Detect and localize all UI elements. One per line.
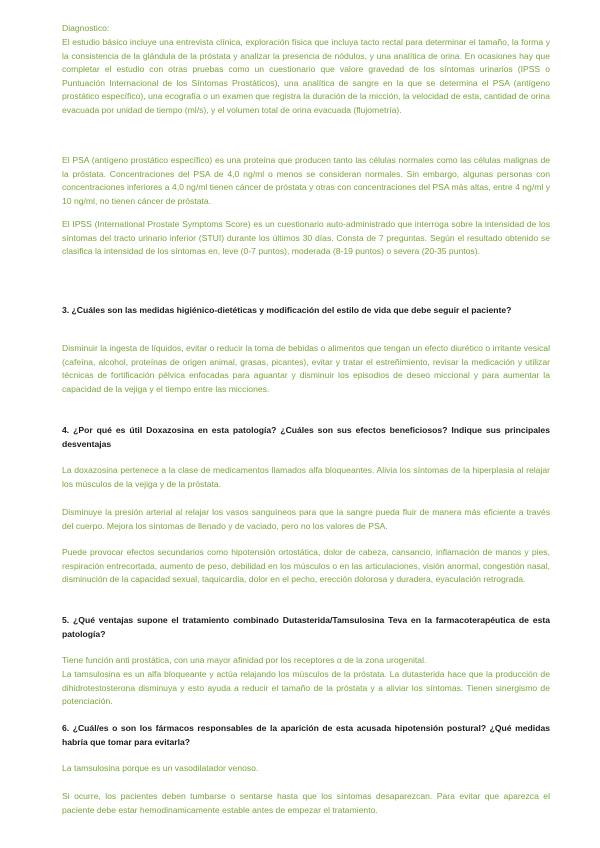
answer-4-paragraph-2: Disminuye la presión arterial al relajar los vasos sanguíneos para que la sangre pueda fluir de manera más eficiente a través del cuerpo. Mejora los síntomas de llenado y de vaciado, pero no los valores de PSA. <box>62 507 550 531</box>
answer-4-paragraph-1: La doxazosina pertenece a la clase de medicamentos llamados alfa bloqueantes. Alivia los síntomas de la hiperplasia al relajar los músculos de la vejiga y de la próstata. <box>62 465 550 489</box>
diagnostic-heading: Diagnostico: <box>62 23 110 33</box>
answer-4-paragraph-3: Puede provocar efectos secundarios como hipotensión ortostática, dolor de cabeza, cansancio, inflamación de manos y pies, respiración entrecortada, aumento de peso, debilidad en los músculos o en las articulaciones, visión anormal, congestión nasal, disminución de la capacidad sexual, taquicardia, dolor en el pecho, erección dolorosa y duradera, eyaculación retrograda. <box>62 547 550 585</box>
answer-6-paragraph-2: Si ocurre, los pacientes deben tumbarse o sentarse hasta que los síntomas desaparezcan. Para evitar que aparezca el paciente debe estar hemodinamicamente estable antes de empezar el tratamiento. <box>62 791 550 815</box>
answer-5-paragraph-2: La tamsulosina es un alfa bloqueante y actúa relajando los músculos de la próstata. La dutasterida hace que la producción de dihidrotestosterona disminuya y esto ayuda a reducir el tamaño de la próstata y a aliviar los síntomas. Tienen sinergismo de potenciación. <box>62 669 550 707</box>
answer-5-paragraph-1: Tiene función anti prostática, con una mayor afinidad por los receptores α de la zona urogenital. <box>62 655 427 665</box>
diagnostic-paragraph-3: El IPSS (International Prostate Symptoms Score) es un cuestionario auto-administrado que interroga sobre la intensidad de los síntomas del tracto urinario inferior (STUI) durante los últimos 30 días. Consta de 7 preguntas. Según el resultado obtenido se clasifica la intensidad de los síntomas en, leve (0-7 puntos), moderada (8-19 puntos) o severa (20-35 puntos). <box>62 219 550 257</box>
answer-3: Disminuir la ingesta de líquidos, evitar o reducir la toma de bebidas o alimentos que tengan un efecto diurético o irritante vesical (cafeína, alcohol, proteínas de origen animal, grasas, picantes), evitar y tratar el estreñimiento, revisar la medicación y utilizar técnicas de fortificación pélvica enfocadas para aguantar y disminuir los episodios de deseo miccional y para aumentar la capacidad de la vejiga y el tiempo entre las micciones. <box>62 343 550 394</box>
diagnostic-paragraph-1: El estudio básico incluye una entrevista clínica, exploración física que incluya tacto rectal para determinar el tamaño, la forma y la consistencia de la glándula de la próstata y analizar la presencia de nódulos, y una analítica de orina. En ocasiones hay que completar el estudio con otras pruebas como un cuestionario que valore gravedad de los síntomas urinarios (IPSS o Puntuación Internacional de los Síntomas Prostáticos), una analítica de sangre en la que se determina el PSA (antígeno prostático específico), una ecografía o un examen que registra la duración de la micción, la velocidad de esta, cantidad de orina evacuada por unidad de tiempo (ml/s), y el volumen total de orina evacuada (flujometría). <box>62 37 550 115</box>
diagnostic-paragraph-2: El PSA (antígeno prostático específico) es una proteína que producen tanto las células normales como las células malignas de la próstata. Concentraciones del PSA de 4,0 ng/ml o menos se consideran normales. Sin embargo, algunas personas con concentraciones inferiores a 4,0 ng/ml tienen cáncer de próstata y otras con concentraciones del PSA más altas, entre 4 ng/ml y 10 ng/ml, no tienen cáncer de próstata. <box>62 155 550 206</box>
answer-6-paragraph-1: La tamsulosina porque es un vasodilatador venoso. <box>62 763 259 773</box>
question-4: 4. ¿Por qué es útil Doxazosina en esta patología? ¿Cuáles son sus efectos beneficiosos? Indique sus principales desventajas <box>62 425 550 449</box>
question-6: 6. ¿Cuál/es o son los fármacos responsables de la aparición de esta acusada hipotensión postural? ¿Qué medidas habría que tomar para evitarla? <box>62 723 550 747</box>
question-5: 5. ¿Qué ventajas supone el tratamiento combinado Dutasterida/Tamsulosina Teva en la farmacoterapéutica de esta patología? <box>62 615 550 639</box>
question-3: 3. ¿Cuáles son las medidas higiénico-dietéticas y modificación del estilo de vida que debe seguir el paciente? <box>62 305 512 315</box>
